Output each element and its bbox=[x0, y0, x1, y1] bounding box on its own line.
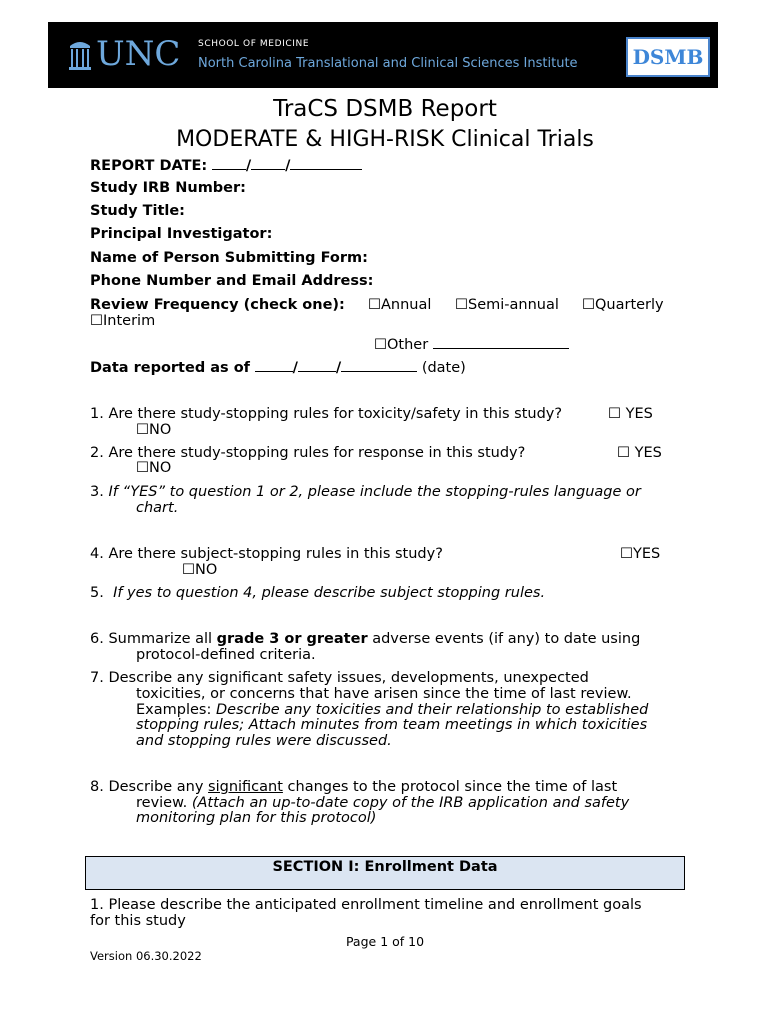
question-8-line3: monitoring plan for this protocol) bbox=[136, 810, 377, 826]
unc-old-well-icon bbox=[68, 38, 92, 72]
option-semi-annual-label: Semi-annual bbox=[468, 297, 559, 313]
question-7: 7. Describe any significant safety issues, developments, unexpected bbox=[90, 670, 589, 686]
question-8-line2 bbox=[136, 795, 629, 811]
q8-text-underlined: significant bbox=[208, 779, 283, 795]
checkbox-icon[interactable]: ☐ bbox=[90, 313, 103, 329]
page-subtitle: MODERATE & HIGH-RISK Clinical Trials bbox=[176, 127, 594, 152]
question-5-number: 5. bbox=[90, 585, 104, 601]
question-5-text: If yes to question 4, please describe subject stopping rules. bbox=[113, 585, 546, 601]
q7-examples-text: Describe any toxicities and their relationship to established bbox=[215, 702, 649, 718]
q8-attach-text: (Attach an up-to-date copy of the IRB application and safety bbox=[191, 795, 630, 811]
option-interim-label: Interim bbox=[103, 313, 156, 329]
question-7-line3 bbox=[136, 702, 648, 718]
page-title: TraCS DSMB Report bbox=[273, 96, 497, 122]
q8-text-pre: 8. Describe any bbox=[90, 779, 209, 795]
q4-no-option[interactable] bbox=[182, 562, 217, 578]
question-6 bbox=[90, 631, 640, 647]
q7-examples-label: Examples: bbox=[136, 702, 216, 718]
review-frequency-label: Review Frequency (check one): bbox=[90, 297, 345, 313]
option-other[interactable] bbox=[374, 336, 569, 353]
data-month-blank[interactable] bbox=[255, 359, 293, 372]
data-day-blank[interactable] bbox=[298, 359, 336, 372]
checkbox-icon[interactable]: ☐ bbox=[374, 337, 387, 353]
section-title: SECTION I: Enrollment Data bbox=[272, 859, 498, 875]
question-3-text: If “YES” to question 1 or 2, please include the stopping-rules language or bbox=[108, 484, 641, 500]
data-reported-row: Data reported as of / / (date) bbox=[90, 360, 466, 376]
question-3 bbox=[90, 484, 641, 500]
phone-email-label: Phone Number and Email Address: bbox=[90, 273, 374, 289]
question-8 bbox=[90, 779, 617, 795]
question-4: 4. Are there subject-stopping rules in this study? bbox=[90, 546, 443, 562]
school-name: SCHOOL OF MEDICINE bbox=[198, 39, 310, 49]
option-quarterly-label: Quarterly bbox=[595, 297, 664, 313]
report-date-day-blank[interactable] bbox=[251, 157, 285, 170]
version-label: Version 06.30.2022 bbox=[90, 949, 202, 963]
no-label: NO bbox=[149, 460, 172, 476]
report-date-label: REPORT DATE: bbox=[90, 158, 208, 174]
checkbox-icon[interactable]: ☐ bbox=[608, 406, 621, 422]
yes-label: YES bbox=[633, 546, 661, 562]
submitter-label: Name of Person Submitting Form: bbox=[90, 250, 368, 266]
checkbox-icon[interactable]: ☐ bbox=[455, 297, 468, 313]
section1-question-1-continued: for this study bbox=[90, 913, 186, 929]
dsmb-badge: DSMB bbox=[626, 37, 710, 77]
no-label: NO bbox=[195, 562, 218, 578]
q6-text-pre: 6. Summarize all bbox=[90, 631, 217, 647]
header-banner bbox=[48, 22, 718, 88]
q4-yes-option[interactable] bbox=[620, 546, 660, 562]
checkbox-icon[interactable]: ☐ bbox=[620, 546, 633, 562]
checkbox-icon[interactable]: ☐ bbox=[617, 445, 630, 461]
checkbox-icon[interactable]: ☐ bbox=[136, 460, 149, 476]
data-year-blank[interactable] bbox=[341, 359, 417, 372]
question-3-number: 3. bbox=[90, 484, 104, 500]
checkbox-icon[interactable]: ☐ bbox=[182, 562, 195, 578]
no-label: NO bbox=[149, 422, 172, 438]
question-1: 1. Are there study-stopping rules for toxicity/safety in this study? bbox=[90, 406, 563, 422]
report-date-row: REPORT DATE: / / bbox=[90, 157, 362, 174]
option-quarterly[interactable] bbox=[582, 297, 664, 313]
study-title-label: Study Title: bbox=[90, 203, 185, 219]
institute-name: North Carolina Translational and Clinical Sciences Institute bbox=[198, 56, 578, 71]
question-6-continued: protocol-defined criteria. bbox=[136, 647, 316, 663]
checkbox-icon[interactable]: ☐ bbox=[582, 297, 595, 313]
q8-text-post: changes to the protocol since the time of last bbox=[282, 779, 618, 795]
question-2: 2. Are there study-stopping rules for response in this study? bbox=[90, 445, 526, 461]
checkbox-icon[interactable]: ☐ bbox=[368, 297, 381, 313]
unc-logo-text: UNC bbox=[96, 34, 181, 74]
data-reported-label: Data reported as of bbox=[90, 360, 250, 376]
option-annual[interactable] bbox=[368, 297, 431, 313]
q8-review-text: review. bbox=[136, 795, 192, 811]
report-date-year-blank[interactable] bbox=[290, 157, 362, 170]
section1-question-1: 1. Please describe the anticipated enrollment timeline and enrollment goals bbox=[90, 897, 642, 913]
q2-no-option[interactable] bbox=[136, 460, 171, 476]
question-3-continued: chart. bbox=[136, 500, 179, 516]
q1-no-option[interactable] bbox=[136, 422, 171, 438]
option-other-label: Other bbox=[387, 337, 429, 353]
pi-label: Principal Investigator: bbox=[90, 226, 273, 242]
date-suffix: (date) bbox=[421, 360, 466, 376]
q2-yes-option[interactable] bbox=[617, 445, 662, 461]
question-5 bbox=[90, 585, 545, 601]
report-date-month-blank[interactable] bbox=[212, 157, 246, 170]
q6-text-post: adverse events (if any) to date using bbox=[367, 631, 641, 647]
irb-number-label: Study IRB Number: bbox=[90, 180, 246, 196]
page-number: Page 1 of 10 bbox=[345, 934, 425, 949]
other-blank[interactable] bbox=[433, 336, 569, 349]
yes-label: YES bbox=[634, 445, 662, 461]
q1-yes-option[interactable] bbox=[608, 406, 653, 422]
option-semi-annual[interactable] bbox=[455, 297, 559, 313]
section-header bbox=[85, 856, 685, 890]
option-interim[interactable] bbox=[90, 313, 155, 329]
yes-label: YES bbox=[625, 406, 653, 422]
question-7-line5: and stopping rules were discussed. bbox=[136, 733, 392, 749]
option-annual-label: Annual bbox=[381, 297, 432, 313]
checkbox-icon[interactable]: ☐ bbox=[136, 422, 149, 438]
question-7-line4: stopping rules; Attach minutes from team meetings in which toxicities bbox=[136, 717, 648, 733]
question-7-line2: toxicities, or concerns that have arisen since the time of last review. bbox=[136, 686, 632, 702]
q6-text-bold: grade 3 or greater bbox=[216, 631, 368, 647]
